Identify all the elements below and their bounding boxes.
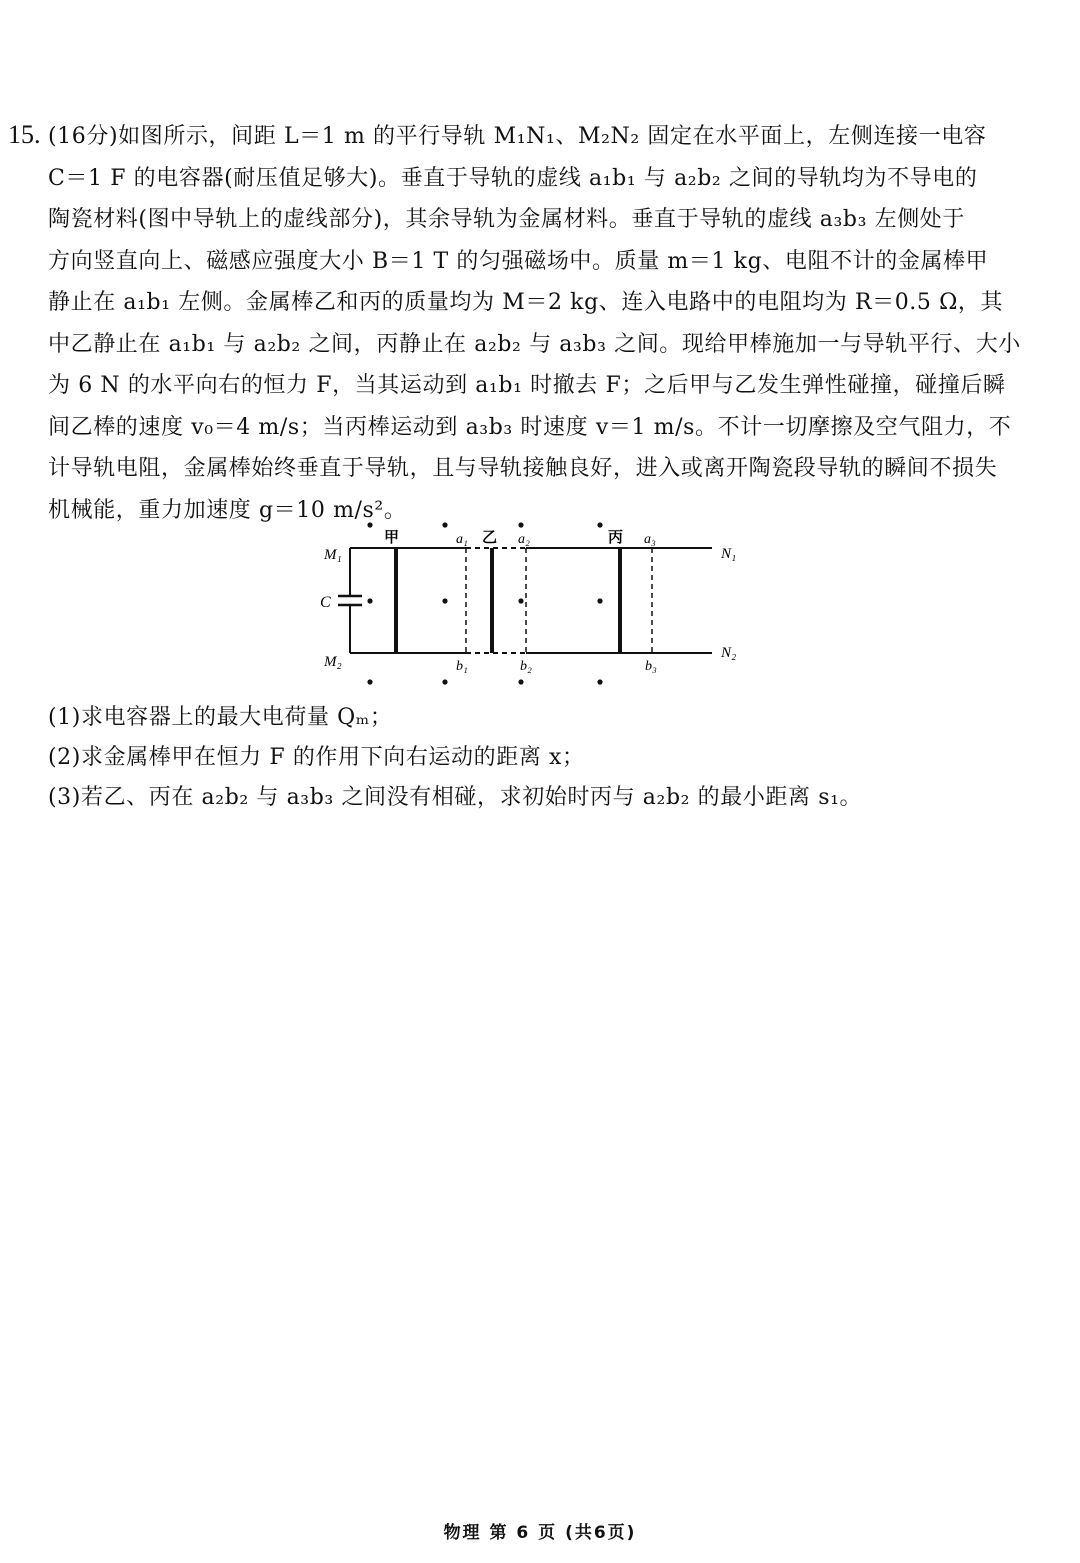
- field-dot: [367, 679, 372, 684]
- label-a2: a₂: [518, 532, 530, 547]
- label-m2: M₂: [324, 654, 342, 670]
- question-line: 方向竖直向上、磁感应强度大小 B＝1 T 的匀强磁场中。质量 m＝1 kg、电阻不计的金属棒甲: [48, 248, 989, 274]
- question-line: 为 6 N 的水平向右的恒力 F，当其运动到 a₁b₁ 时撤去 F；之后甲与乙发生弹性碰撞，碰撞后瞬: [48, 373, 1006, 398]
- label-a3: a₃: [644, 532, 656, 547]
- question-line: 机械能，重力加速度 g＝10 m/s²。: [48, 497, 407, 523]
- label-jia: 甲: [384, 530, 400, 546]
- field-dot: [518, 598, 523, 603]
- field-dot: [442, 522, 447, 527]
- field-dot: [597, 522, 602, 527]
- label-b3: b₃: [645, 659, 657, 674]
- label-yi: 乙: [482, 530, 498, 546]
- question-line: 陶瓷材料(图中导轨上的虚线部分)，其余导轨为金属材料。垂直于导轨的虚线 a₃b₃ 左侧处于: [48, 207, 965, 232]
- circuit-diagram: [300, 512, 760, 692]
- label-a1: a₁: [456, 532, 468, 547]
- subquestion-3: (3)若乙、丙在 a₂b₂ 与 a₃b₃ 之间没有相碰，求初始时丙与 a₂b₂ 的最小距离 s₁。: [48, 785, 863, 810]
- field-dot: [367, 598, 372, 603]
- field-dot: [518, 522, 523, 527]
- field-dot: [597, 679, 602, 684]
- field-dot: [442, 598, 447, 603]
- question-number: 15.: [8, 120, 41, 149]
- label-n1: N₁: [721, 546, 737, 562]
- label-b1: b₁: [456, 659, 468, 674]
- label-n2: N₂: [721, 645, 737, 661]
- label-capacitor: C: [320, 594, 331, 611]
- label-m1: M₁: [324, 547, 342, 563]
- field-dot: [518, 679, 523, 684]
- field-dot: [597, 598, 602, 603]
- label-b2: b₂: [520, 659, 532, 674]
- question-line: 间乙棒的速度 v₀＝4 m/s；当丙棒运动到 a₃b₃ 时速度 v＝1 m/s。不计一切摩擦及空气阻力，不: [48, 414, 1012, 440]
- field-dot: [367, 522, 372, 527]
- page-footer: 物理 第 6 页 (共6页): [443, 1523, 637, 1543]
- field-dot: [442, 679, 447, 684]
- question-line: C＝1 F 的电容器(耐压值足够大)。垂直于导轨的虚线 a₁b₁ 与 a₂b₂ 之间的导轨均为不导电的: [48, 165, 978, 191]
- question-line: (16分)如图所示，间距 L＝1 m 的平行导轨 M₁N₁、M₂N₂ 固定在水平面上，左侧连接一电容: [48, 124, 987, 149]
- label-bing: 丙: [608, 530, 624, 546]
- subquestion-1: (1)求电容器上的最大电荷量 Qₘ；: [48, 705, 393, 730]
- question-line: 静止在 a₁b₁ 左侧。金属棒乙和丙的质量均为 M＝2 kg、连入电路中的电阻均为 R＝0.5 Ω，其: [48, 290, 1004, 315]
- question-line: 中乙静止在 a₁b₁ 与 a₂b₂ 之间，丙静止在 a₂b₂ 与 a₃b₃ 之间。现给甲棒施加一与导轨平行、大小: [48, 331, 1021, 357]
- question-body: [48, 116, 1026, 531]
- question-line: 计导轨电阻，金属棒始终垂直于导轨，且与导轨接触良好，进入或离开陶瓷段导轨的瞬间不损失: [48, 456, 998, 481]
- subquestion-2: (2)求金属棒甲在恒力 F 的作用下向右运动的距离 x；: [48, 745, 585, 770]
